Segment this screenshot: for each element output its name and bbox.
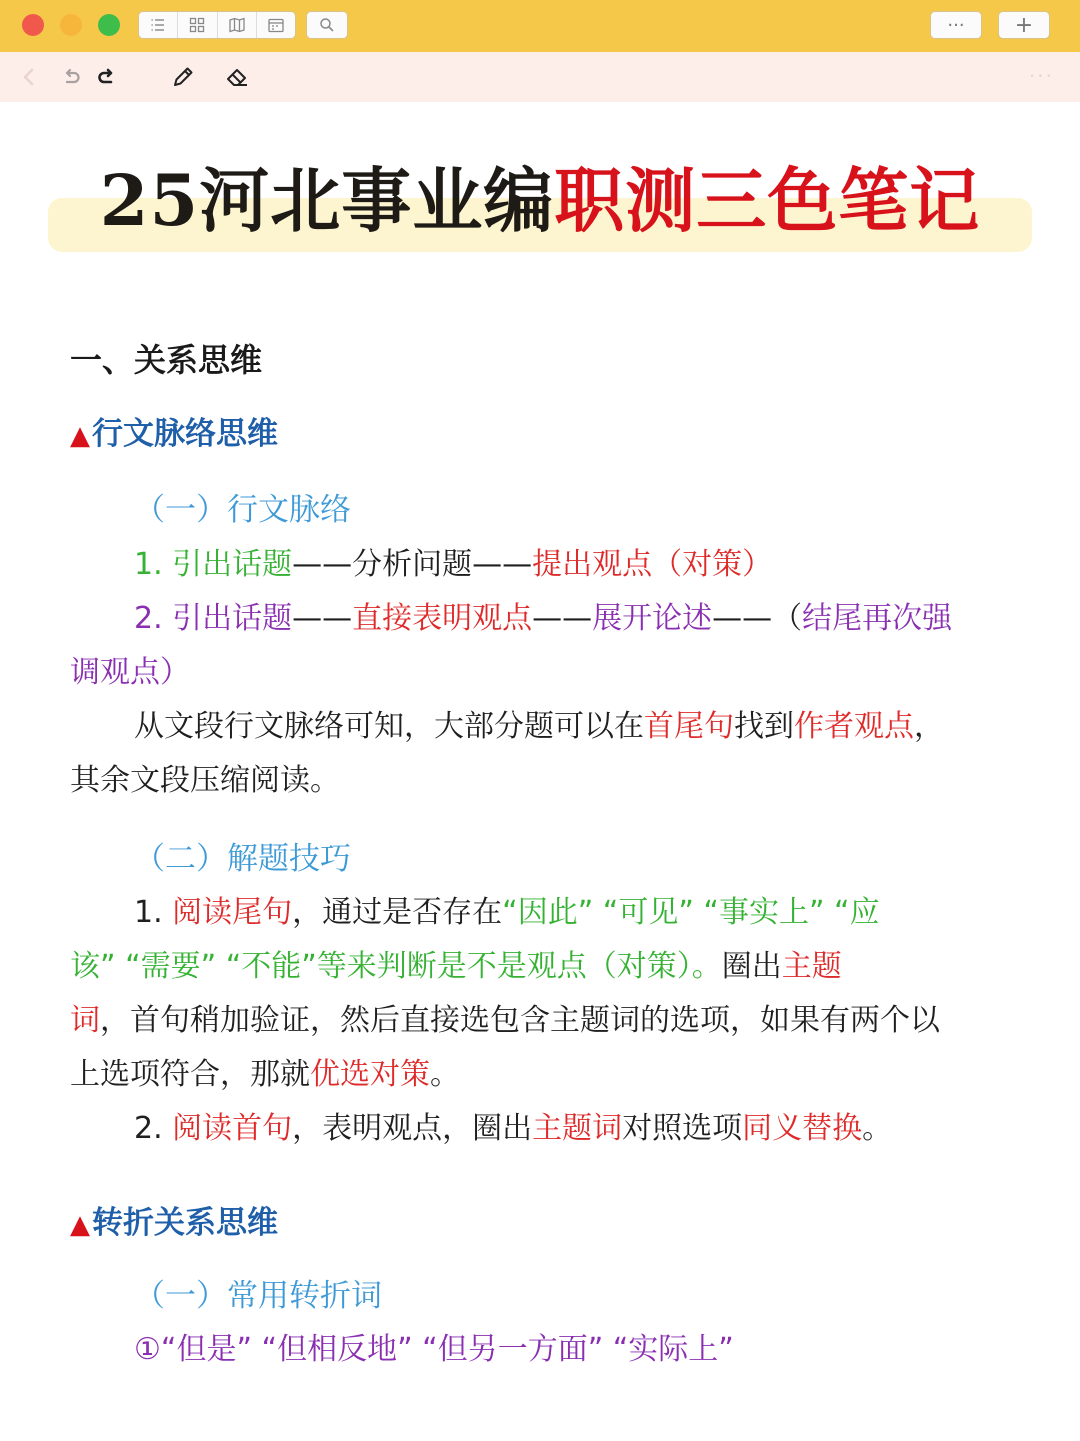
- section-heading-relationship: 一、关系思维: [70, 341, 263, 379]
- search-button[interactable]: [306, 11, 348, 39]
- circled-number: ①: [134, 1332, 161, 1367]
- map-icon: [228, 16, 246, 34]
- redo-button[interactable]: [94, 64, 120, 90]
- undo-button[interactable]: [58, 64, 84, 90]
- calendar-view-button[interactable]: [257, 12, 295, 38]
- pencil-icon: [170, 64, 196, 90]
- edit-toolbar: [0, 52, 1080, 102]
- search-icon: [318, 16, 336, 34]
- back-icon: [16, 64, 42, 90]
- flow-line-2-cont: 调观点）: [70, 655, 190, 690]
- eraser-icon: [224, 64, 250, 90]
- back-button[interactable]: [16, 64, 42, 90]
- plus-icon: +: [1014, 12, 1034, 38]
- title-dark-part: 25河北事业编: [99, 159, 555, 242]
- subheading-label: 转折关系思维: [92, 1205, 278, 1241]
- grid-icon: [188, 16, 206, 34]
- window-titlebar: [0, 0, 1080, 52]
- more-icon: ···: [947, 14, 965, 36]
- minimize-window-button[interactable]: [60, 14, 82, 36]
- subheading-label: 行文脉络思维: [92, 416, 278, 452]
- part-heading-contrast-words: （一）常用转折词: [134, 1278, 382, 1314]
- contrast-words-line: ①“但是” “但相反地” “但另一方面” “实际上”: [134, 1332, 734, 1367]
- redo-icon: [94, 64, 120, 90]
- zoom-window-button[interactable]: [98, 14, 120, 36]
- view-switcher: [138, 11, 296, 39]
- list-view-button[interactable]: [139, 12, 178, 38]
- subheading-text-flow: [70, 414, 278, 456]
- pencil-button[interactable]: [170, 64, 196, 90]
- document-title: [48, 150, 1032, 260]
- flow-line-2: 2. 引出话题——直接表明观点——展开论述——（结尾再次强: [134, 601, 953, 636]
- tip-1-line-2: 该” “需要” “不能”等来判断是不是观点（对策）。圈出主题: [70, 949, 842, 984]
- grid-view-button[interactable]: [178, 12, 217, 38]
- paragraph-1-line-2: 其余文段压缩阅读。: [70, 763, 340, 798]
- part-heading-techniques: （二）解题技巧: [134, 841, 351, 877]
- toolbar-more-icon[interactable]: ···: [1028, 64, 1054, 88]
- undo-icon: [58, 64, 84, 90]
- paragraph-1-line-1: 从文段行文脉络可知，大部分题可以在首尾句找到作者观点，: [134, 709, 944, 744]
- title-red-part: 职测三色笔记: [554, 159, 981, 242]
- tip-2-line: 2. 阅读首句，表明观点，圈出主题词对照选项同义替换。: [134, 1111, 893, 1146]
- more-button[interactable]: [930, 11, 982, 39]
- list-icon: [149, 16, 167, 34]
- tip-1-line-4: 上选项符合，那就优选对策。: [70, 1057, 460, 1092]
- triangle-marker-icon: ▲: [70, 421, 90, 451]
- add-button[interactable]: [998, 11, 1050, 39]
- part-heading-text-flow: （一）行文脉络: [134, 492, 351, 528]
- subheading-contrast: [70, 1203, 278, 1245]
- triangle-marker-icon: ▲: [70, 1210, 90, 1240]
- tip-1-line-3: 词，首句稍加验证，然后直接选包含主题词的选项，如果有两个以: [70, 1003, 940, 1038]
- eraser-button[interactable]: [224, 64, 250, 90]
- flow-line-1: 1. 引出话题——分析问题——提出观点（对策）: [134, 547, 773, 582]
- map-view-button[interactable]: [218, 12, 257, 38]
- calendar-icon: [267, 16, 285, 34]
- close-window-button[interactable]: [22, 14, 44, 36]
- tip-1-line-1: 1. 阅读尾句，通过是否存在“因此” “可见” “事实上” “应: [134, 895, 880, 930]
